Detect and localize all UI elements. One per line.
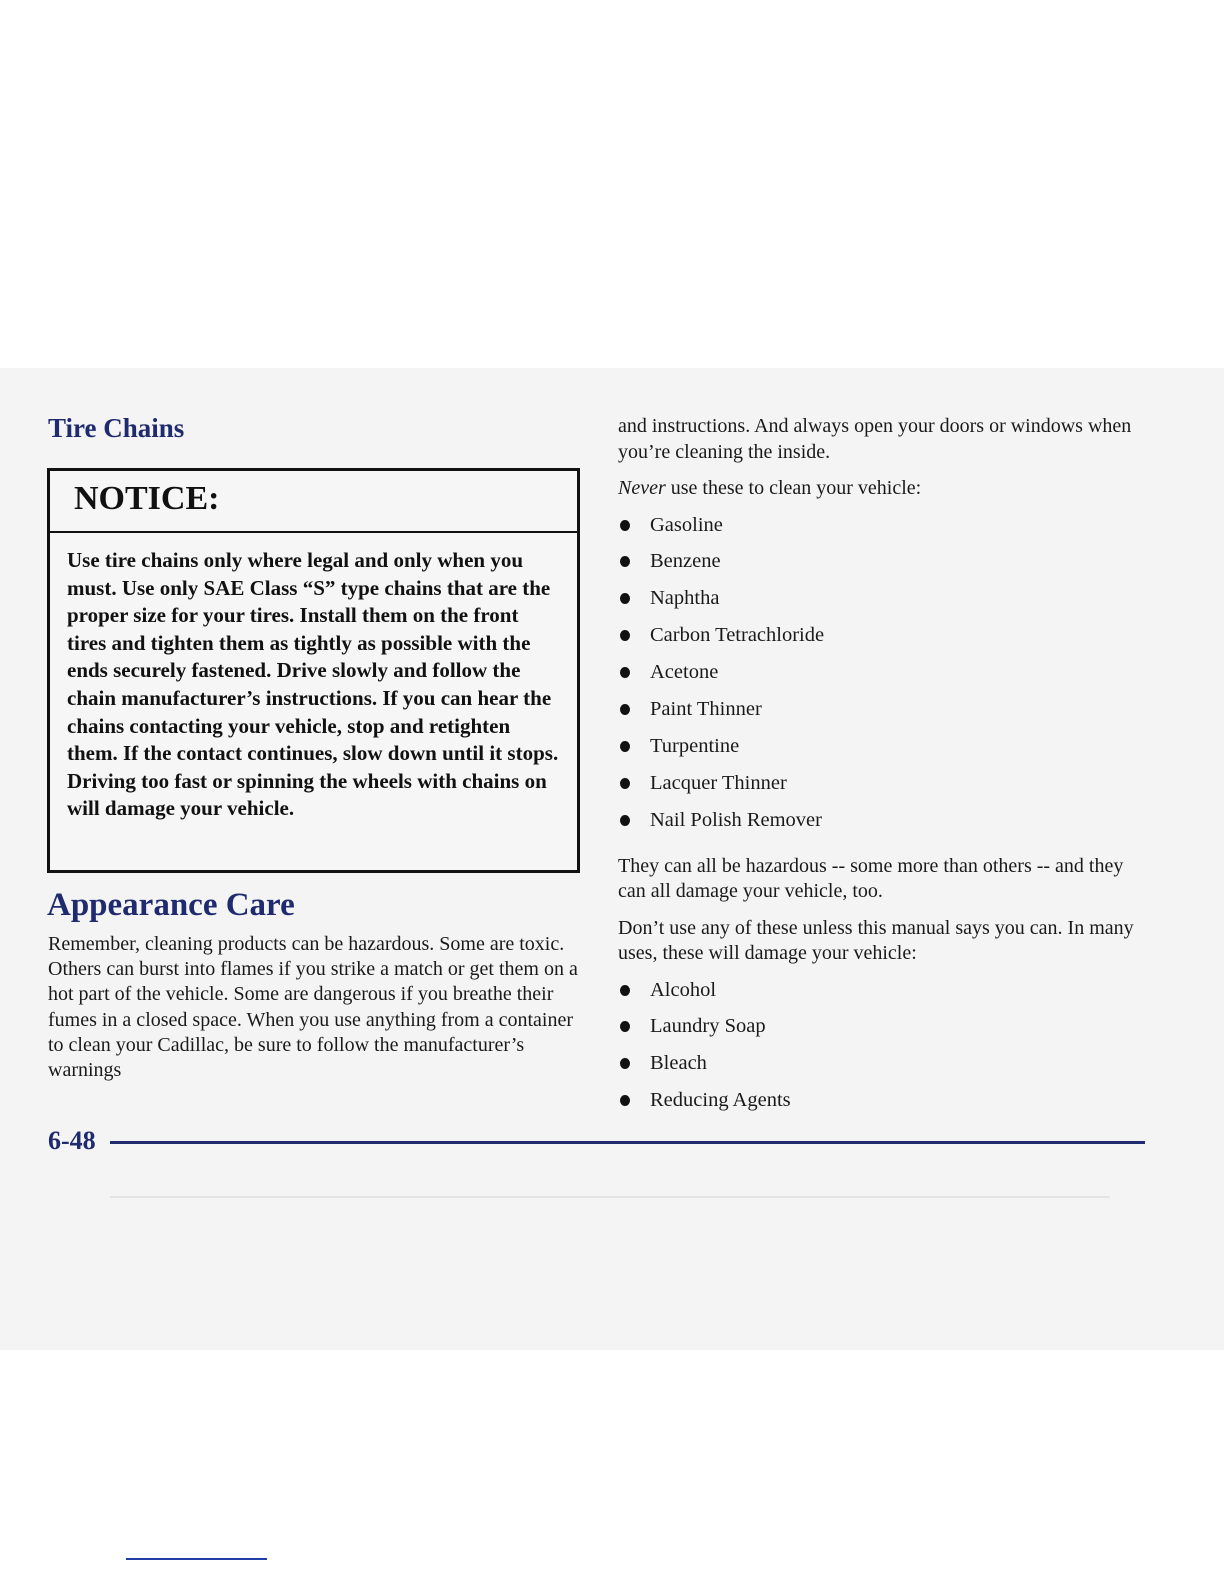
- appearance-care-paragraph: Remember, cleaning products can be hazardous. Some are toxic. Others can burst into flames if you strike a match or get them on a hot part of the vehicle. Some are dangerous if you breathe their fumes in a closed space. When you use anything from a container to clean your Cadillac, be sure to follow the manufacturer’s warnings: [48, 933, 578, 1082]
- bullet-icon: [620, 1058, 630, 1069]
- appearance-care-heading: Appearance Care: [47, 887, 295, 923]
- notice-title: NOTICE:: [50, 471, 577, 533]
- list-item-label: Carbon Tetrachloride: [650, 624, 825, 647]
- notice-text: Use tire chains only where legal and only when you must. Use only SAE Class “S” type chains that are the proper size for your tires. Install them on the front tires and tighten them as tightly as possible with the ends securely fastened. Drive slowly and follow the chain manufacturer’s instructions. If you can hear the chains contacting your vehicle, stop and retighten them. If the contact continues, slow down until it stops. Driving too fast or spinning the wheels with chains on will damage your vehicle.: [67, 548, 559, 821]
- list-item: [618, 1088, 1153, 1125]
- bullet-icon: [620, 778, 630, 789]
- page-number: 6-48: [48, 1126, 96, 1155]
- scan-artifact-line: [110, 1196, 1110, 1198]
- list-item-label: Acetone: [650, 661, 719, 684]
- list-item: [618, 734, 1153, 771]
- bullet-icon: [620, 630, 630, 641]
- list-item: [618, 513, 1153, 550]
- list-item: [618, 808, 1153, 845]
- bullet-icon: [620, 704, 630, 715]
- list-item-label: Naphtha: [650, 587, 720, 610]
- list-item-label: Paint Thinner: [650, 697, 762, 720]
- list-item-label: Turpentine: [650, 734, 740, 757]
- list-item-label: Lacquer Thinner: [650, 771, 787, 794]
- list-item-label: Benzene: [650, 550, 721, 573]
- list-item: [618, 549, 1153, 586]
- list-item: [618, 623, 1153, 660]
- never-intro-text: use these to clean your vehicle:: [665, 477, 922, 499]
- bullet-icon: [620, 815, 630, 826]
- list-item: [618, 1014, 1153, 1051]
- hazard-paragraph: They can all be hazardous -- some more than others -- and they can all damage your vehicle, too.: [618, 854, 1124, 903]
- list-item: [618, 660, 1153, 697]
- bottom-link-underline: [126, 1558, 267, 1560]
- list-item: [618, 1051, 1153, 1088]
- bullet-icon: [620, 1095, 630, 1106]
- list-item-label: Laundry Soap: [650, 1015, 766, 1038]
- never-intro: [618, 476, 1153, 502]
- never-emphasis: Never: [618, 477, 666, 499]
- bullet-icon: [620, 593, 630, 604]
- list-item-label: Bleach: [650, 1052, 707, 1075]
- bullet-icon: [620, 1021, 630, 1032]
- continuation-paragraph: and instructions. And always open your doors or windows when you’re cleaning the inside.: [618, 415, 1132, 463]
- right-column: [618, 414, 1153, 1134]
- footer-divider: [110, 1141, 1145, 1144]
- dont-use-list: [618, 978, 1153, 1126]
- bullet-icon: [620, 741, 630, 752]
- bullet-icon: [620, 985, 630, 996]
- bullet-icon: [620, 556, 630, 567]
- bullet-icon: [620, 667, 630, 678]
- list-item: [618, 771, 1153, 808]
- tire-chains-heading: Tire Chains: [48, 413, 185, 443]
- list-item-label: Gasoline: [650, 513, 723, 536]
- dont-use-paragraph: Don’t use any of these unless this manual says you can. In many uses, these will damage your vehicle:: [618, 916, 1134, 965]
- list-item: [618, 586, 1153, 623]
- notice-box: [47, 468, 580, 873]
- bullet-icon: [620, 520, 630, 531]
- never-use-list: [618, 513, 1153, 845]
- list-item: [618, 697, 1153, 734]
- list-item: [618, 978, 1153, 1015]
- list-item-label: Reducing Agents: [650, 1089, 791, 1112]
- list-item-label: Nail Polish Remover: [650, 808, 822, 831]
- list-item-label: Alcohol: [650, 978, 717, 1001]
